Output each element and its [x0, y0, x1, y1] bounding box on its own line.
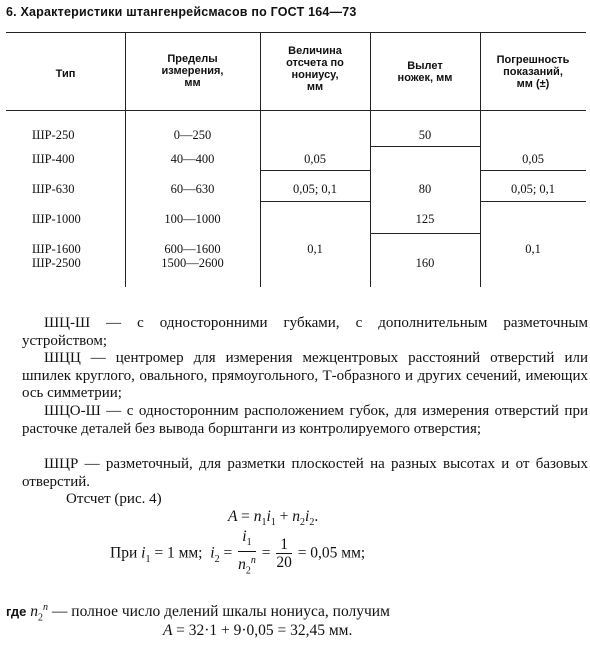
row-range: 60—630 — [170, 182, 215, 196]
reach-group-rule-2 — [370, 233, 480, 234]
formula-symbol: i — [266, 508, 271, 525]
table-caption: 6. Характеристики штангенрейсмасов по ГОСТ 164—73 — [6, 5, 357, 19]
formula-interval: При $i_1 = 1$ мм; $i_2$ = $\frac{i_1}{n_2^n}$ = $\frac{1}{20}$ = 0,05 мм; — [110, 528, 366, 577]
formula-denominator: 20 — [276, 554, 292, 572]
paragraph-shts-sh: ШЦ-Ш — с односторонними губками, с дополнительным разметочным устройством; — [22, 315, 588, 349]
reach-value: 160 — [415, 256, 435, 270]
row-type: ШР-1000 — [32, 212, 81, 226]
formula-value: 1 мм; — [166, 544, 203, 562]
vernier-value: 0,05 — [304, 152, 326, 166]
reach-value: 80 — [418, 182, 432, 196]
error-group-rule-2 — [480, 201, 586, 202]
reach-group-rule-1 — [370, 146, 480, 147]
formula-symbol: A — [228, 508, 238, 525]
header-error: Погрешность показаний, мм (±) — [496, 54, 570, 90]
table-top-rule — [6, 32, 586, 33]
vernier-group-rule-1 — [260, 170, 370, 171]
formula-result: A = 32·1 + 9·0,05 = 32,45 мм. — [163, 622, 353, 639]
row-range: 1500—2600 — [161, 256, 224, 270]
row-range: 40—400 — [170, 152, 215, 166]
row-type: ШР-400 — [32, 152, 75, 166]
reach-value: 125 — [415, 212, 435, 226]
row-type: ШР-1600 — [32, 242, 81, 256]
paragraph-shtsr: ШЦР — разметочный, для разметки плоскостей на разных высотах и от базовых отверстий. — [22, 456, 588, 490]
row-range: 0—250 — [173, 128, 212, 142]
row-range: 600—1600 — [164, 242, 221, 256]
vernier-group-rule-2 — [260, 201, 370, 202]
row-range: 100—1000 — [164, 212, 221, 226]
formula-subscript: 1 — [261, 517, 267, 529]
header-range: Пределы измерения, мм — [161, 53, 224, 89]
row-type: ШР-2500 — [32, 256, 81, 270]
formula-value: = 32·1 + 9·0,05 = 32,45 мм. — [176, 622, 353, 639]
row-type: ШР-250 — [32, 128, 75, 142]
paragraph-shtsts: ШЦЦ — центромер для измерения межцентровых расстояний отверстий или шпилек круглого, овального, прямоугольного, Т-образного и других сечений, имеющих ось симметрии; — [22, 350, 588, 401]
error-value: 0,05; 0,1 — [510, 182, 556, 196]
reach-value: 50 — [418, 128, 432, 142]
formula-prefix: При — [110, 544, 138, 562]
where-prefix: где — [6, 604, 27, 620]
header-type: Тип — [55, 68, 76, 80]
where-text: — полное число делений шкалы нониуса, получим — [51, 603, 390, 621]
vernier-value: 0,1 — [307, 242, 323, 256]
formula-operator: + — [279, 508, 289, 525]
table-header-rule — [6, 110, 586, 111]
row-type: ШР-630 — [32, 182, 75, 196]
formula-numerator: 1 — [276, 536, 292, 554]
header-vernier: Величина отсчета по нониусу, мм — [286, 45, 344, 93]
paragraph-shtso-sh: ШЦО-Ш — с односторонним расположением губок, для измерения отверстий при расточке деталей без вывода борштанги из контролируемого отверстия; — [22, 403, 588, 437]
error-value: 0,05 — [522, 152, 544, 166]
header-reach: Вылет ножек, мм — [397, 60, 453, 84]
formula-value: = 0,05 мм; — [297, 544, 366, 562]
formula-symbol: n — [253, 508, 262, 525]
paragraph-reading: Отсчет (рис. 4) — [66, 491, 162, 507]
error-value: 0,1 — [525, 242, 541, 256]
vernier-value: 0,05; 0,1 — [292, 182, 338, 196]
formula-reading: $A = n_1i_1 + n_2i_2$. — [228, 508, 319, 529]
formula-symbol: i — [242, 528, 247, 545]
where-line: где $n_2^n$ — полное число делений шкалы нониуса, получим — [6, 602, 390, 624]
error-group-rule-1 — [480, 170, 586, 171]
